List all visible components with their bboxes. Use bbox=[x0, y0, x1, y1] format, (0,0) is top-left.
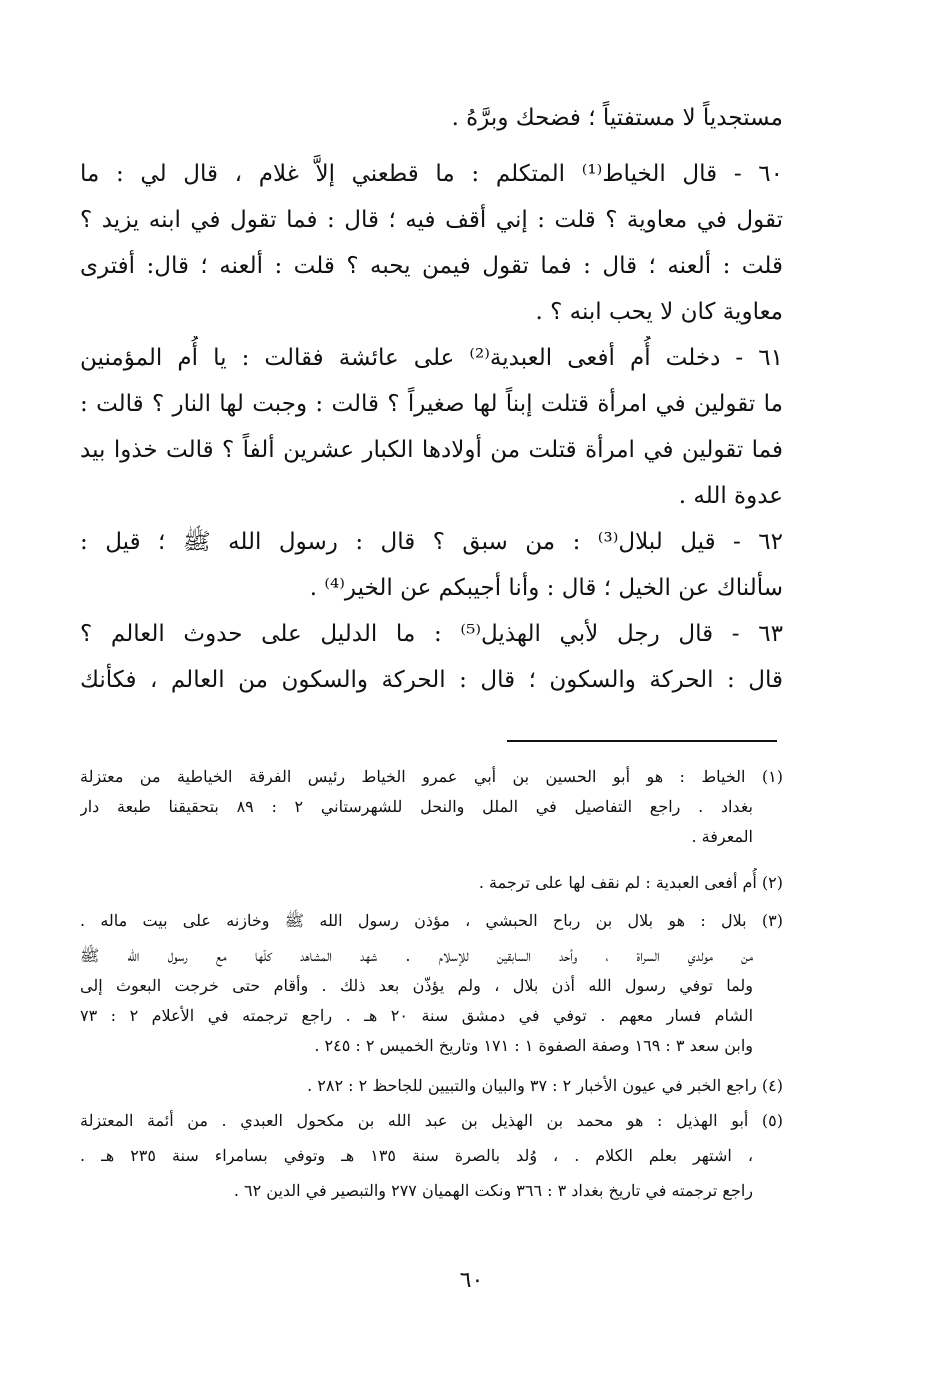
main-text-line: قال : الحركة والسكون ؛ قال : الحركة والسكون من العالم ، فكأنك bbox=[80, 667, 783, 693]
footnote-line: (٣) بلال : هو بلال بن رباح الحبشي ، مؤذن رسول الله ﷺ وخازنه على بيت ماله . bbox=[80, 911, 783, 930]
footnote-line: من مولدي السراة ، وأحد السابقين للإسلام . شهد المشاهد كلّها مع رسول الله ﷺ bbox=[80, 946, 753, 965]
footnote-line: المعرفة . bbox=[691, 827, 753, 846]
footnote-line: (٤) راجع الخبر في عيون الأخبار ٢ : ٣٧ والبيان والتبيين للجاحظ ٢ : ٢٨٢ . bbox=[307, 1076, 783, 1095]
main-text-line: ٦١ - دخلت أُم أفعى العبدية⁽²⁾ على عائشة فقالت : يا أُم المؤمنين bbox=[80, 345, 783, 371]
main-text-line: مستجدياً لا مستفتياً ؛ فضحك وبرَّهُ . bbox=[451, 105, 783, 131]
footnote-line: بغداد . راجع التفاصيل في الملل والنحل للشهرستاني ٢ : ٨٩ بتحقيقنا طبعة دار bbox=[80, 797, 753, 816]
footnote-line: الشام فسار معهم . توفي في دمشق سنة ٢٠ هـ . راجع ترجمته في الأعلام ٢ : ٧٣ bbox=[80, 1006, 753, 1025]
main-text-line: سألناك عن الخيل ؛ قال : وأنا أجيبكم عن الخير⁽⁴⁾ . bbox=[309, 575, 783, 601]
main-text-line: معاوية كان لا يحب ابنه ؟ . bbox=[535, 299, 783, 325]
main-text-line: فما تقولين في امرأة قتلت من أولادها الكبار عشرين ألفاً ؟ قالت خذوا بيد bbox=[80, 437, 783, 463]
main-text-line: ٦٢ - قيل لبلال⁽³⁾ : من سبق ؟ قال : رسول الله ﷺ ؛ قيل : bbox=[80, 529, 783, 555]
main-text-line: قلت : ألعنه ؛ قال : فما تقول فيمن يحبه ؟ قلت : ألعنه ؛ قال: أفترى bbox=[80, 253, 783, 279]
main-text-line: تقول في معاوية ؟ قلت : إني أقف فيه ؛ قال : فما تقول في ابنه يزيد ؟ bbox=[80, 207, 783, 233]
footnote-line: راجع ترجمته في تاريخ بغداد ٣ : ٣٦٦ ونكت الهميان ٢٧٧ والتبصير في الدين ٦٢ . bbox=[233, 1181, 753, 1200]
footnote-line: (١) الخياط : هو أبو الحسين بن أبي عمرو الخياط رئيس الفرقة الخياطية من معتزلة bbox=[80, 767, 783, 786]
main-text-line: ما تقولين في امرأة قتلت إبناً لها صغيراً ؟ قالت : وجبت لها النار ؟ قالت : bbox=[80, 391, 783, 417]
footnote-line: (٥) أبو الهذيل : هو محمد بن الهذيل بن عبد الله بن مكحول العبدي . من أئمة المعتزلة bbox=[80, 1111, 783, 1130]
footnote-separator bbox=[507, 740, 777, 742]
main-text-line: ٦٠ - قال الخياط⁽¹⁾ المتكلم : ما قطعني إلاَّ غلام ، قال لي : ما bbox=[80, 161, 783, 187]
footnote-line: ولما توفي رسول الله أذن بلال ، ولم يؤذّن بعد ذلك . وأقام حتى خرجت البعوث إلى bbox=[80, 976, 753, 995]
main-text-line: عدوة الله . bbox=[678, 483, 783, 509]
main-text-line: ٦٣ - قال رجل لأبي الهذيل⁽⁵⁾ : ما الدليل على حدوث العالم ؟ bbox=[80, 621, 783, 647]
page-number: ٦٠ bbox=[459, 1268, 484, 1293]
footnote-line: ، اشتهر بعلم الكلام . ، وُلد بالصرة سنة ١٣٥ هـ وتوفي بسامراء سنة ٢٣٥ هـ . bbox=[80, 1146, 753, 1165]
footnote-line: وابن سعد ٣ : ١٦٩ وصفة الصفوة ١ : ١٧١ وتاريخ الخميس ٢ : ٢٤٥ . bbox=[314, 1036, 753, 1055]
footnote-line: (٢) أُم أفعى العبدية : لم نقف لها على ترجمة . bbox=[478, 873, 783, 892]
